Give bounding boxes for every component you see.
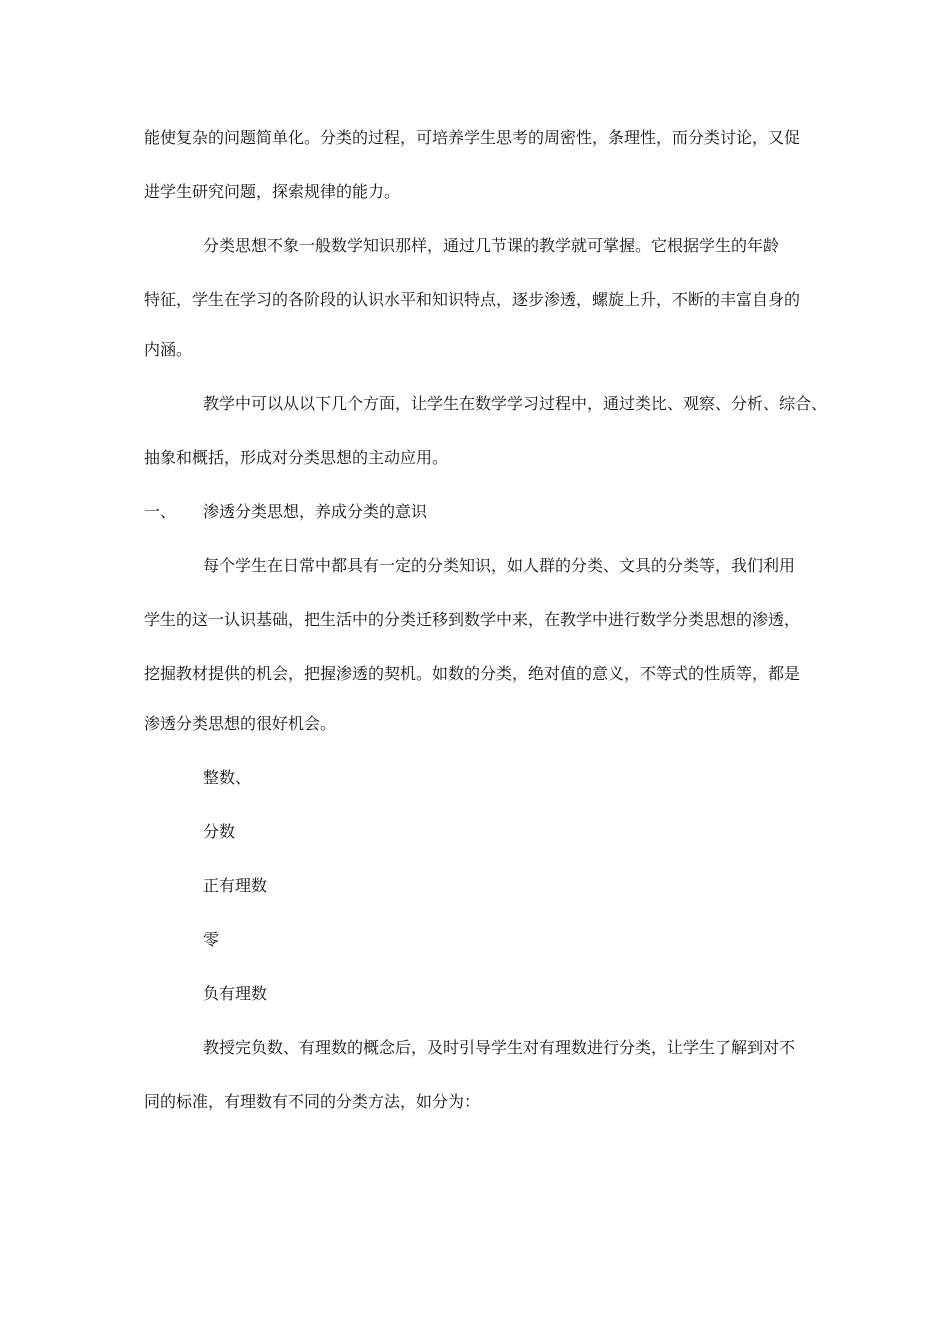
paragraph-2-line-1: 分类思想不象一般数学知识那样，通过几节课的教学就可掌握。它根据学生的年龄 (203, 236, 780, 255)
classification-item-positive-rational: 正有理数 (203, 876, 268, 895)
paragraph-4-line-1: 每个学生在日常中都具有一定的分类知识，如人群的分类、文具的分类等，我们利用 (203, 556, 796, 575)
section-number: 一、 (144, 502, 177, 521)
section-title: 渗透分类思想，养成分类的意识 (203, 502, 428, 521)
document-body (144, 122, 828, 1118)
classification-item-integer: 整数、 (203, 768, 252, 787)
paragraph-3-line-1: 教学中可以从以下几个方面，让学生在数学学习过程中，通过类比、观察、分析、综合、 (203, 394, 828, 413)
paragraph-4-line-4: 渗透分类思想的很好机会。 (144, 714, 337, 733)
paragraph-4-line-2: 学生的这一认识基础，把生活中的分类迁移到数学中来，在教学中进行数学分类思想的渗透， (144, 610, 801, 629)
paragraph-1-line-2: 进学生研究问题，探索规律的能力。 (144, 182, 401, 201)
paragraph-5-line-1: 教授完负数、有理数的概念后，及时引导学生对有理数进行分类，让学生了解到对不 (203, 1038, 796, 1057)
paragraph-1-line-1: 能使复杂的问题简单化。分类的过程，可培养学生思考的周密性，条理性，而分类讨论，又促 (144, 128, 801, 147)
section-heading (144, 496, 824, 528)
paragraph-2-line-2: 特征，学生在学习的各阶段的认识水平和知识特点，逐步渗透，螺旋上升，不断的丰富自身的 (144, 290, 801, 309)
classification-item-zero: 零 (203, 930, 220, 949)
classification-item-negative-rational: 负有理数 (203, 984, 268, 1003)
paragraph-4-line-3: 挖掘教材提供的机会，把握渗透的契机。如数的分类，绝对值的意义，不等式的性质等，都是 (144, 664, 801, 683)
paragraph-2-line-3: 内涵。 (144, 340, 193, 359)
paragraph-5-line-2: 同的标准，有理数有不同的分类方法，如分为： (144, 1092, 481, 1111)
classification-item-fraction: 分数 (203, 822, 236, 841)
paragraph-3-line-2: 抽象和概括，形成对分类思想的主动应用。 (144, 448, 449, 467)
